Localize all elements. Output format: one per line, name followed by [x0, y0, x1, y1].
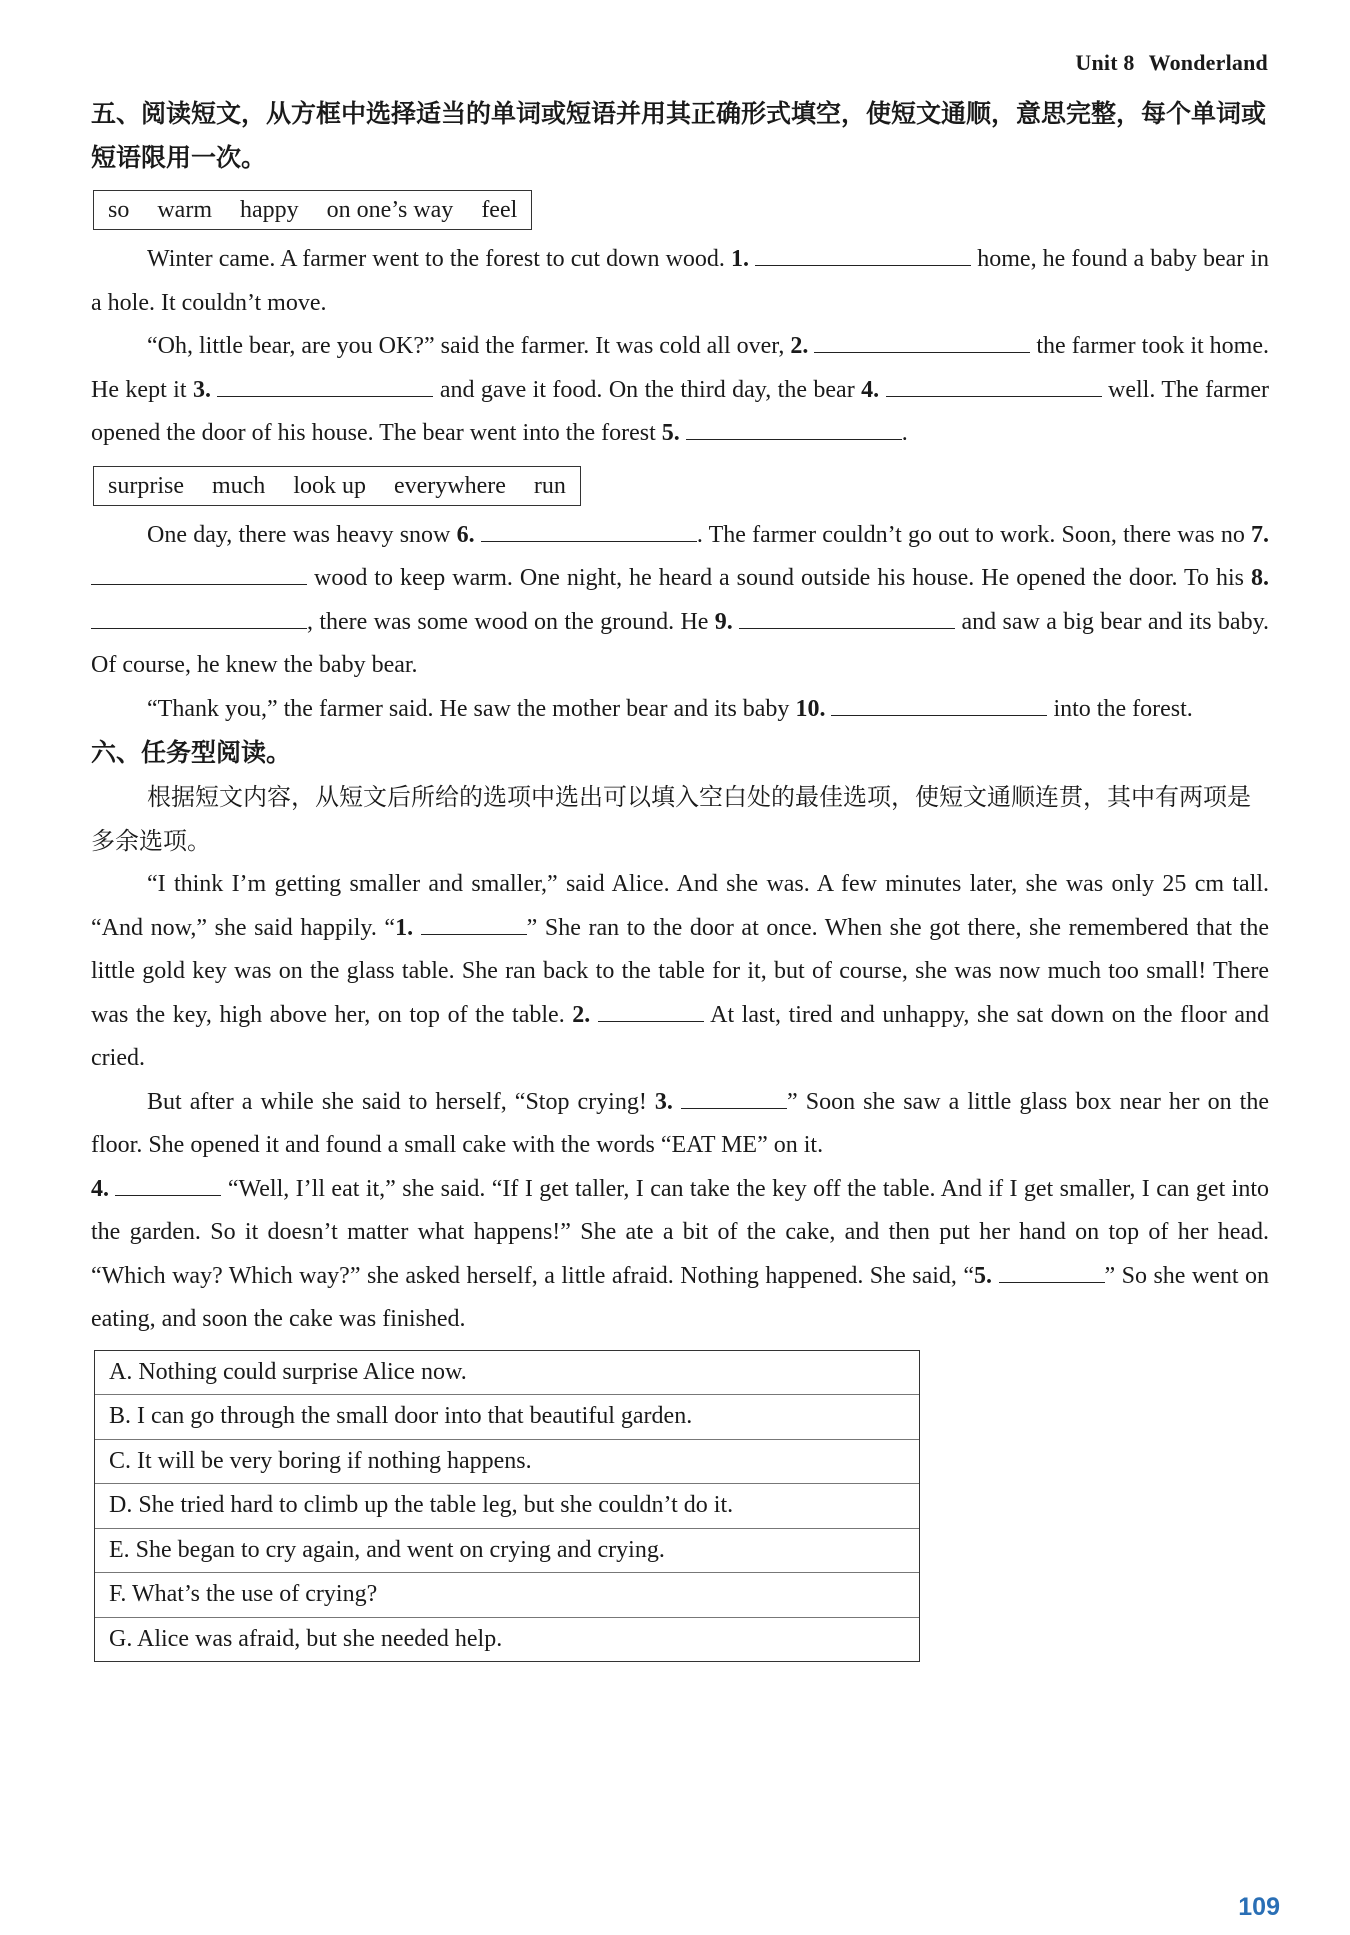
answer-blank[interactable] — [755, 247, 971, 266]
word-box-item: on one’s way — [326, 197, 454, 223]
blank-number: 6. — [456, 521, 475, 548]
option-b: B. I can go through the small door into that beautiful garden. — [95, 1395, 919, 1440]
text: . The farmer couldn’t go out to work. Soon, there was no — [696, 521, 1245, 548]
text: One day, there was heavy snow — [147, 521, 451, 548]
text: “I think I’m getting smaller and smaller,” said Alice. And she was. A few minutes later, she was only 25 cm tall. “And now,” she said happily. “ — [91, 871, 1269, 941]
word-box-item: warm — [157, 197, 212, 223]
answer-blank[interactable] — [999, 1264, 1105, 1283]
text: ” Soon she saw a little glass box near her on the floor. She opened it and found a small cake with the words “EAT ME” on it. — [91, 1088, 1270, 1158]
text: “Well, I’ll eat it,” she said. “If I get taller, I can take the key off the table. And if I get smaller, I can get into the garden. So it doesn’t matter what happens!” She ate a bit of the cake, and then put her hand on top of her head. “Which way? Which way?” she asked herself, a little afraid. Nothing happened. She said, “ — [91, 1175, 1270, 1289]
s6-paragraph-3 — [91, 1168, 1269, 1342]
answer-blank[interactable] — [686, 421, 902, 440]
blank-number: 2. — [572, 1001, 591, 1028]
text: the farmer took it home. He kept it — [91, 333, 1269, 403]
option-a: A. Nothing could surprise Alice now. — [95, 1351, 919, 1396]
text: “Oh, little bear, are you OK?” said the farmer. It was cold all over, — [147, 333, 785, 359]
blank-number: 3. — [654, 1088, 673, 1115]
text: and saw a big bear and its baby. Of course, he knew the baby bear. — [91, 608, 1270, 678]
word-box-item: everywhere — [393, 472, 506, 499]
word-box-item: surprise — [108, 472, 184, 499]
unit-title: Wonderland — [1148, 50, 1268, 75]
section6-title: 六、任务型阅读。 — [91, 738, 292, 767]
answer-blank[interactable] — [115, 1177, 221, 1196]
blank-number: 4. — [861, 376, 880, 403]
blank-number: 1. — [731, 246, 750, 272]
text: At last, tired and unhappy, she sat down on the floor and cried. — [91, 1001, 1270, 1071]
text: into the forest. — [1053, 695, 1193, 722]
blank-number: 7. — [1251, 521, 1270, 548]
word-box-item: look up — [293, 472, 366, 499]
answer-blank[interactable] — [91, 566, 307, 585]
answer-blank[interactable] — [831, 697, 1047, 716]
s5-paragraph-4 — [91, 688, 1269, 732]
word-box-item: happy — [240, 197, 299, 223]
answer-blank[interactable] — [814, 334, 1030, 353]
answer-blank[interactable] — [217, 378, 433, 397]
answer-blank[interactable] — [421, 916, 527, 935]
blank-number: 9. — [714, 608, 733, 635]
s6-paragraph-2 — [91, 1081, 1269, 1168]
word-box-item: feel — [481, 197, 518, 223]
blank-number: 4. — [91, 1175, 109, 1202]
s6-paragraph-1 — [91, 863, 1269, 1081]
unit-label: Unit 8 — [1075, 50, 1135, 75]
text: well. The farmer opened the door of his house. The bear went into the forest — [91, 376, 1270, 446]
text: “Thank you,” the farmer said. He saw the mother bear and its baby — [147, 695, 790, 722]
text: , there was some wood on the ground. He — [307, 608, 709, 635]
text: home, he found a baby bear in a hole. It couldn’t move. — [91, 246, 1270, 316]
content — [91, 92, 1269, 1662]
answer-blank[interactable] — [481, 523, 697, 542]
option-f: F. What’s the use of crying? — [95, 1573, 919, 1618]
running-header — [1075, 50, 1268, 76]
answer-blank[interactable] — [91, 610, 307, 629]
blank-number: 10. — [795, 695, 826, 722]
blank-number: 5. — [661, 420, 680, 446]
answer-blank[interactable] — [886, 378, 1102, 397]
answer-blank[interactable] — [739, 610, 955, 629]
answer-blank[interactable] — [681, 1090, 787, 1109]
section5-title: 五、阅读短文，从方框中选择适当的单词或短语并用其正确形式填空，使短文通顺，意思完整，每个单词或短语限用一次。 — [91, 99, 1267, 172]
text: Winter came. A farmer went to the forest to cut down wood. — [147, 246, 725, 272]
s5-paragraph-3 — [91, 514, 1269, 688]
s5-paragraph-1 — [91, 238, 1269, 325]
word-box-1 — [93, 190, 532, 230]
s5-paragraph-2 — [91, 325, 1269, 456]
text: ” She ran to the door at once. When she got there, she remembered that the little gold key was on the glass table. She ran back to the table for it, but of course, she was now much too small! There was the key, high above her, on top of the table. — [91, 914, 1270, 1028]
word-box-item: run — [533, 472, 566, 499]
section6-instruction: 根据短文内容，从短文后所给的选项中选出可以填入空白处的最佳选项，使短文通顺连贯，其中有两项是多余选项。 — [91, 783, 1251, 855]
options-box — [94, 1350, 920, 1663]
text: wood to keep warm. One night, he heard a sound outside his house. He opened the door. To his — [313, 565, 1245, 591]
option-e: E. She began to cry again, and went on crying and crying. — [95, 1529, 919, 1574]
text: . — [901, 420, 908, 446]
option-d: D. She tried hard to climb up the table leg, but she couldn’t do it. — [95, 1484, 919, 1529]
text: ” So she went on eating, and soon the cake was finished. — [91, 1262, 1270, 1332]
text: and gave it food. On the third day, the bear — [439, 376, 855, 403]
blank-number: 5. — [974, 1262, 993, 1289]
blank-number: 3. — [192, 376, 211, 403]
blank-number: 2. — [790, 333, 809, 359]
answer-blank[interactable] — [598, 1003, 704, 1022]
text: But after a while she said to herself, “Stop crying! — [147, 1088, 647, 1115]
blank-number: 1. — [395, 914, 414, 941]
word-box-item: so — [108, 197, 130, 223]
word-box-item: much — [211, 472, 266, 499]
option-c: C. It will be very boring if nothing happens. — [95, 1440, 919, 1485]
page-number: 109 — [1238, 1893, 1280, 1921]
option-g: G. Alice was afraid, but she needed help. — [109, 1625, 503, 1652]
blank-number: 8. — [1251, 565, 1270, 591]
word-box-2 — [93, 466, 581, 506]
